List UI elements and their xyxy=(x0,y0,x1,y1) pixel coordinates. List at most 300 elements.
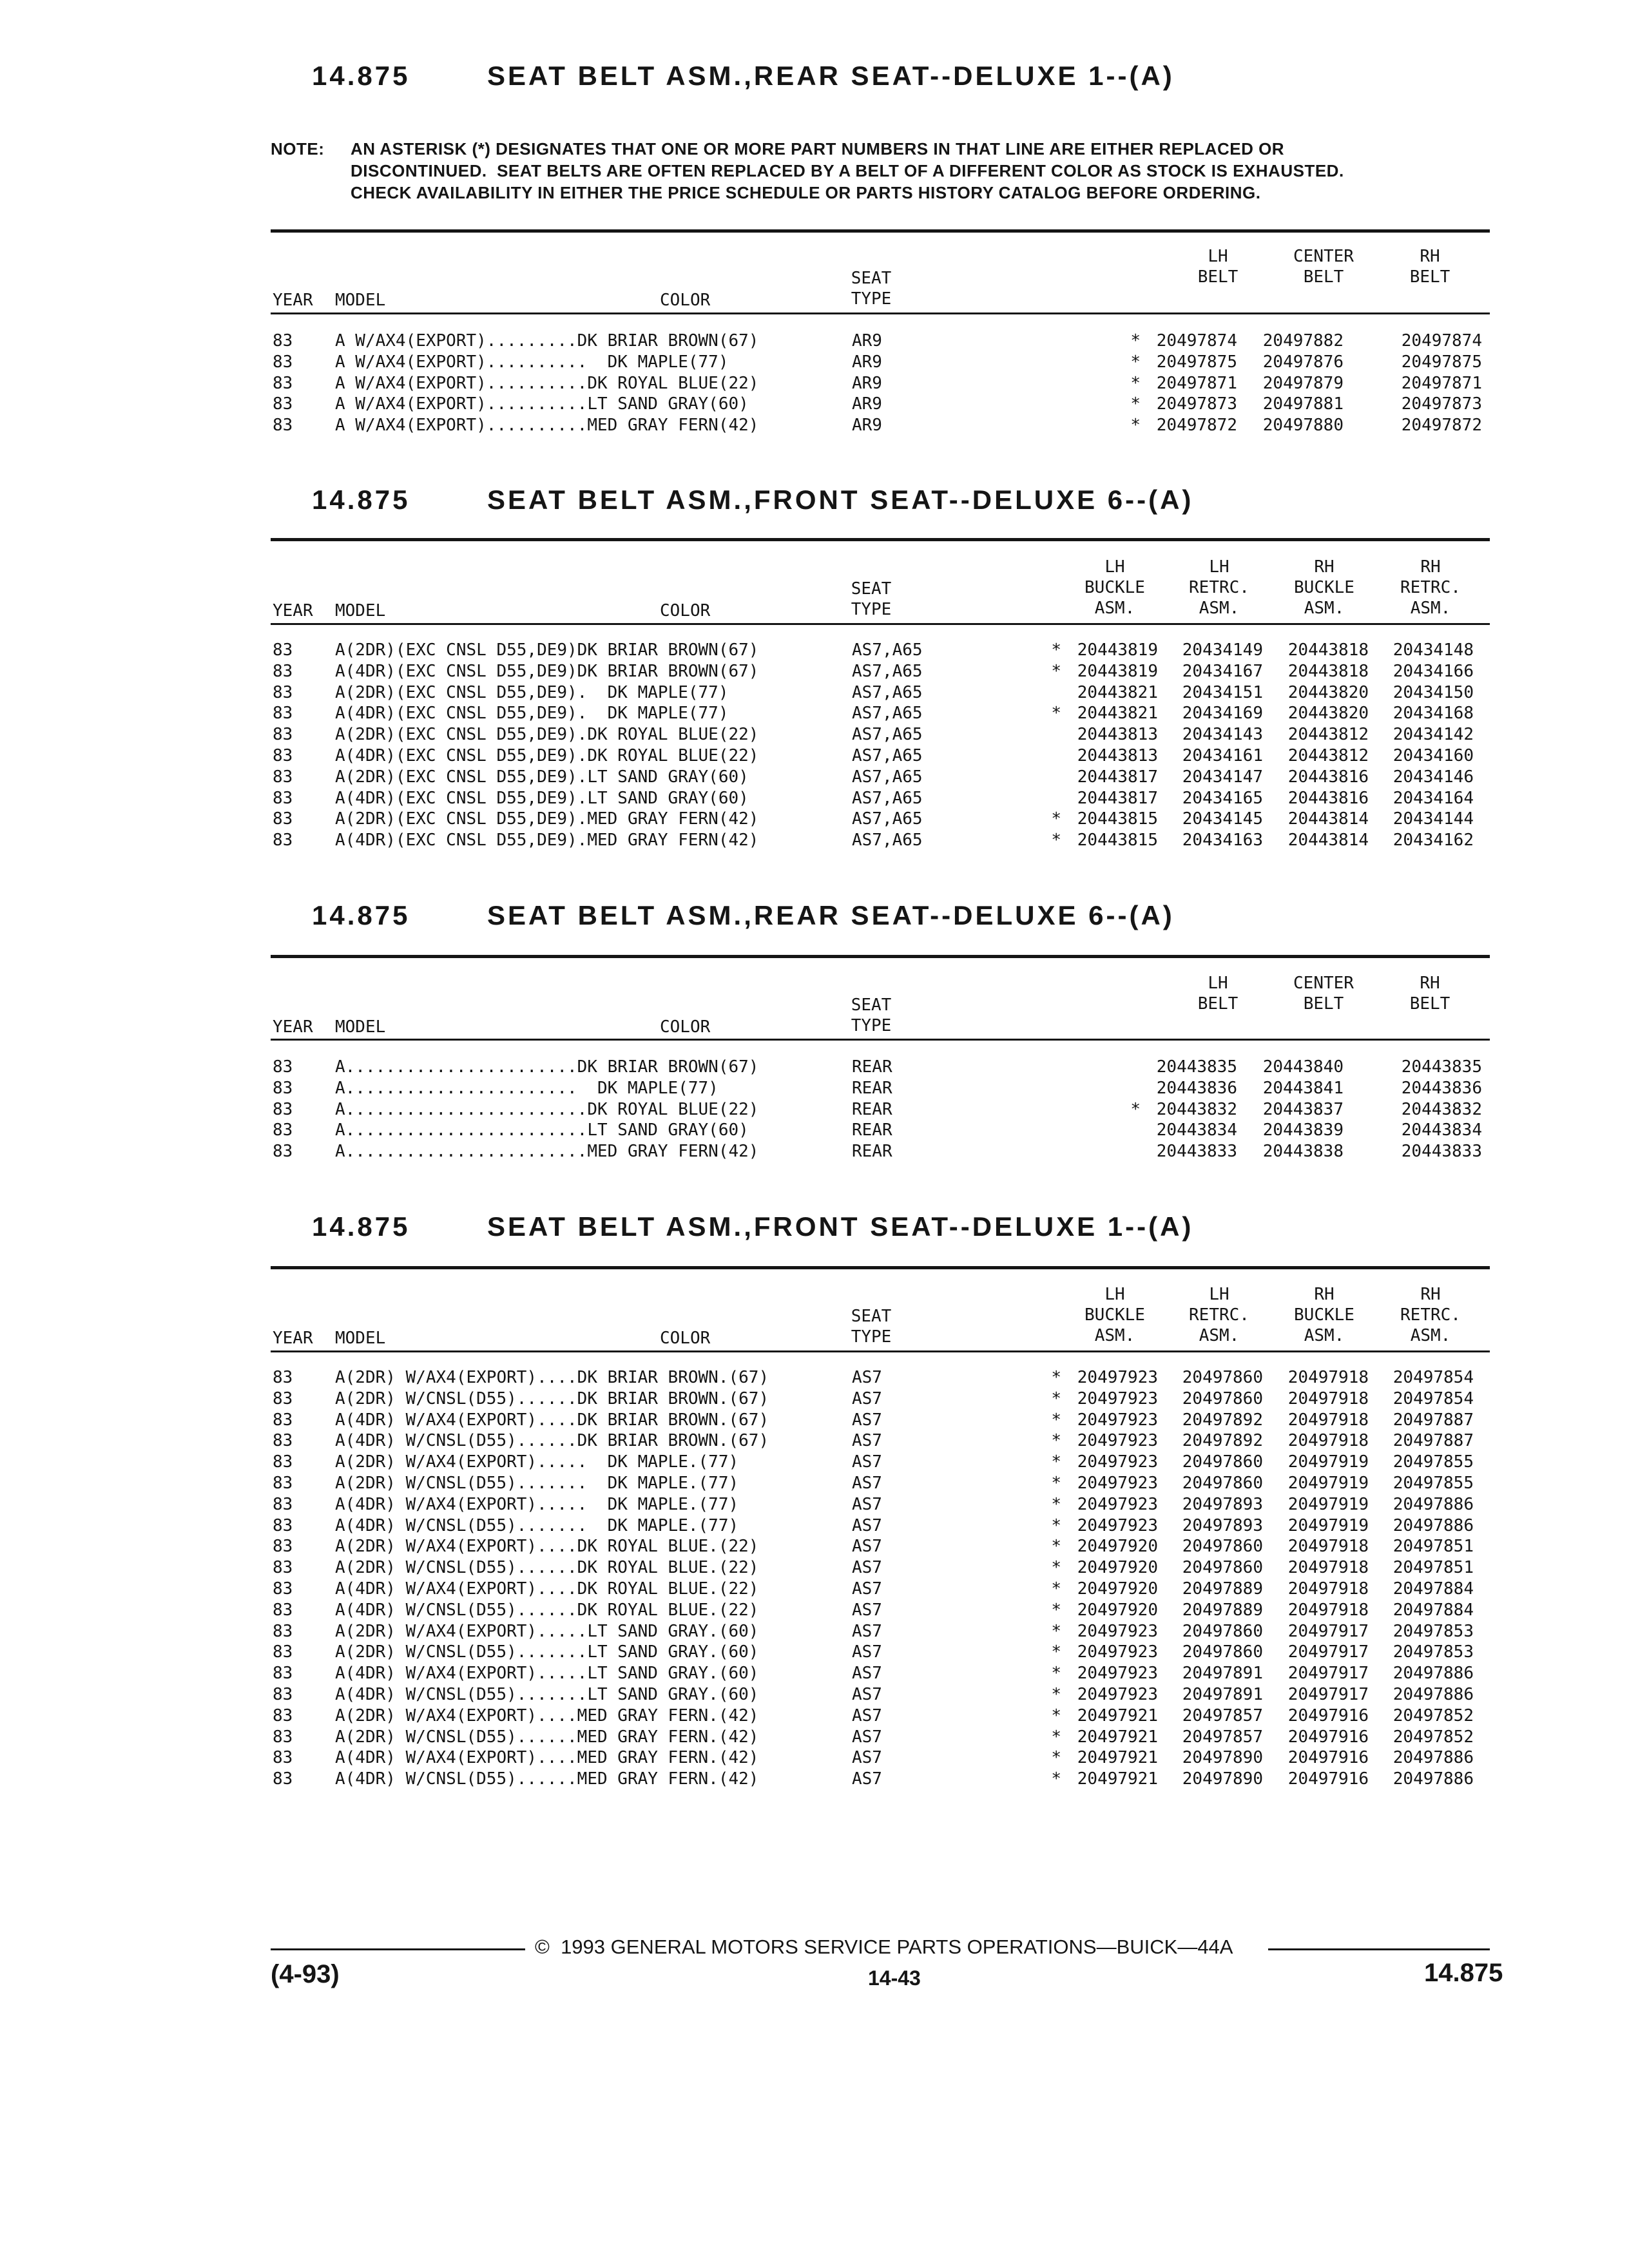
table-row xyxy=(0,1557,1629,1579)
part-number-cell: 20497923 xyxy=(1077,1389,1158,1408)
part-number-cell: 20434166 xyxy=(1393,661,1474,681)
part-number-cell: 20443832 xyxy=(1401,1099,1482,1119)
table-row xyxy=(0,1747,1629,1769)
table-row xyxy=(0,1769,1629,1790)
col-header-part: LH BELT xyxy=(1197,974,1239,1014)
model-color-cell: A(4DR) W/AX4(EXPORT)....DK BRIAR BROWN.(67) xyxy=(335,1410,769,1430)
part-number-cell: 20497916 xyxy=(1287,1706,1369,1725)
part-number-cell: 20434162 xyxy=(1393,831,1474,850)
year-cell: 83 xyxy=(273,682,293,702)
year-cell: 83 xyxy=(273,1537,293,1557)
year-cell: 83 xyxy=(273,1368,293,1387)
col-header-part: CENTER BELT xyxy=(1293,247,1354,287)
part-number-cell: 20434169 xyxy=(1182,704,1263,724)
part-number-cell: 20434148 xyxy=(1393,640,1474,660)
col-header-part: LH BUCKLE ASM. xyxy=(1084,557,1145,618)
seat-type-cell: REAR xyxy=(852,1142,892,1162)
section-title-front-deluxe-1: 14.875 SEAT BELT ASM.,FRONT SEAT--DELUXE 1--(A) xyxy=(312,1211,1194,1242)
col-header-color: COLOR xyxy=(660,601,711,620)
table-row xyxy=(0,1536,1629,1557)
part-number-cell: 20497920 xyxy=(1077,1558,1158,1578)
year-cell: 83 xyxy=(273,831,293,850)
year-cell: 83 xyxy=(273,704,293,724)
seat-type-cell: AS7,A65 xyxy=(852,661,923,681)
col-header-year: YEAR xyxy=(273,291,313,310)
model-color-cell: A(2DR) W/AX4(EXPORT)....DK ROYAL BLUE.(22) xyxy=(335,1537,759,1557)
seat-type-cell: AS7 xyxy=(852,1727,882,1747)
table-row xyxy=(0,1099,1629,1120)
asterisk-mark: * xyxy=(1051,1579,1061,1599)
table-row xyxy=(0,1078,1629,1099)
part-number-cell: 20497874 xyxy=(1156,331,1237,351)
col-header-part: CENTER BELT xyxy=(1293,974,1354,1014)
year-cell: 83 xyxy=(273,1769,293,1789)
part-number-cell: 20497918 xyxy=(1287,1600,1369,1620)
model-color-cell: A........................LT SAND GRAY(60) xyxy=(335,1120,749,1140)
seat-type-cell: AR9 xyxy=(852,352,882,372)
seat-type-cell: AR9 xyxy=(852,416,882,436)
part-number-cell: 20497855 xyxy=(1393,1474,1474,1493)
seat-type-cell: AS7 xyxy=(852,1515,882,1535)
seat-type-cell: AS7 xyxy=(852,1706,882,1725)
year-cell: 83 xyxy=(273,640,293,660)
year-cell: 83 xyxy=(273,1706,293,1725)
model-color-cell: A(4DR) W/CNSL(D55)......DK BRIAR BROWN.(67) xyxy=(335,1431,769,1451)
part-number-cell: 20443821 xyxy=(1077,682,1158,702)
part-number-cell: 20443840 xyxy=(1262,1057,1344,1077)
part-number-cell: 20497918 xyxy=(1287,1558,1369,1578)
part-number-cell: 20497852 xyxy=(1393,1727,1474,1747)
part-number-cell: 20443820 xyxy=(1287,704,1369,724)
year-cell: 83 xyxy=(273,809,293,829)
col-header-part: RH RETRC. ASM. xyxy=(1400,557,1461,618)
asterisk-mark: * xyxy=(1051,1769,1061,1789)
part-number-cell: 20497923 xyxy=(1077,1368,1158,1387)
year-cell: 83 xyxy=(273,352,293,372)
table-row xyxy=(0,682,1629,704)
seat-type-cell: AS7 xyxy=(852,1537,882,1557)
part-number-cell: 20443813 xyxy=(1077,746,1158,765)
part-number-cell: 20497873 xyxy=(1156,394,1237,414)
year-cell: 83 xyxy=(273,394,293,414)
asterisk-mark: * xyxy=(1051,1537,1061,1557)
part-number-cell: 20497887 xyxy=(1393,1410,1474,1430)
part-number-cell: 20497860 xyxy=(1182,1558,1263,1578)
year-cell: 83 xyxy=(273,331,293,351)
footer-rule-right xyxy=(1268,1948,1490,1950)
year-cell: 83 xyxy=(273,767,293,787)
seat-type-cell: AS7,A65 xyxy=(852,831,923,850)
table-row xyxy=(0,830,1629,851)
col-header-model: MODEL xyxy=(335,291,386,310)
part-number-cell: 20497873 xyxy=(1401,394,1482,414)
seat-type-cell: AS7 xyxy=(852,1600,882,1620)
model-color-cell: A....................... DK MAPLE(77) xyxy=(335,1078,718,1098)
part-number-cell: 20497886 xyxy=(1393,1494,1474,1514)
part-number-cell: 20497890 xyxy=(1182,1769,1263,1789)
part-number-cell: 20497918 xyxy=(1287,1431,1369,1451)
asterisk-mark: * xyxy=(1051,1474,1061,1493)
table-row xyxy=(0,1663,1629,1684)
part-number-cell: 20497923 xyxy=(1077,1431,1158,1451)
asterisk-mark: * xyxy=(1051,1664,1061,1684)
model-color-cell: A W/AX4(EXPORT).......... DK MAPLE(77) xyxy=(335,352,729,372)
model-color-cell: A(4DR) W/CNSL(D55).......LT SAND GRAY.(60) xyxy=(335,1685,759,1704)
part-number-cell: 20443839 xyxy=(1262,1120,1344,1140)
part-number-cell: 20497853 xyxy=(1393,1642,1474,1662)
table-row xyxy=(0,415,1629,436)
model-color-cell: A W/AX4(EXPORT)..........DK ROYAL BLUE(22) xyxy=(335,373,759,393)
part-number-cell: 20443834 xyxy=(1401,1120,1482,1140)
seat-type-cell: AS7,A65 xyxy=(852,809,923,829)
seat-type-cell: REAR xyxy=(852,1120,892,1140)
year-cell: 83 xyxy=(273,788,293,808)
seat-type-cell: AS7 xyxy=(852,1494,882,1514)
section-title-front-deluxe-6: 14.875 SEAT BELT ASM.,FRONT SEAT--DELUXE 6--(A) xyxy=(312,485,1194,515)
note-label: NOTE: xyxy=(271,139,325,159)
col-header-seat-type: SEAT TYPE xyxy=(851,1307,892,1347)
part-number-cell: 20497886 xyxy=(1393,1769,1474,1789)
asterisk-mark: * xyxy=(1051,1452,1061,1472)
footer-rule-left xyxy=(271,1948,525,1950)
year-cell: 83 xyxy=(273,1558,293,1578)
part-number-cell: 20497923 xyxy=(1077,1685,1158,1704)
year-cell: 83 xyxy=(273,1431,293,1451)
part-number-cell: 20497918 xyxy=(1287,1410,1369,1430)
part-number-cell: 20497860 xyxy=(1182,1642,1263,1662)
year-cell: 83 xyxy=(273,1685,293,1704)
model-color-cell: A........................DK ROYAL BLUE(22) xyxy=(335,1099,759,1119)
table-row xyxy=(0,1452,1629,1473)
part-number-cell: 20443816 xyxy=(1287,788,1369,808)
seat-type-cell: AS7,A65 xyxy=(852,640,923,660)
asterisk-mark: * xyxy=(1130,373,1141,393)
part-number-cell: 20497893 xyxy=(1182,1515,1263,1535)
col-header-part: RH BUCKLE ASM. xyxy=(1294,557,1354,618)
part-number-cell: 20497918 xyxy=(1287,1579,1369,1599)
part-number-cell: 20443837 xyxy=(1262,1099,1344,1119)
note-line: AN ASTERISK (*) DESIGNATES THAT ONE OR MORE PART NUMBERS IN THAT LINE ARE EITHER REPLACED OR xyxy=(351,139,1285,159)
model-color-cell: A(4DR) W/AX4(EXPORT)....MED GRAY FERN.(42) xyxy=(335,1748,759,1768)
model-color-cell: A(2DR) W/AX4(EXPORT)..... DK MAPLE.(77) xyxy=(335,1452,739,1472)
table-row xyxy=(0,1473,1629,1494)
seat-type-cell: AR9 xyxy=(852,373,882,393)
asterisk-mark: * xyxy=(1051,1748,1061,1768)
table-row xyxy=(0,788,1629,809)
table-row xyxy=(0,1367,1629,1389)
model-color-cell: A W/AX4(EXPORT).........DK BRIAR BROWN(67) xyxy=(335,331,759,351)
part-number-cell: 20497853 xyxy=(1393,1621,1474,1641)
part-number-cell: 20497916 xyxy=(1287,1748,1369,1768)
model-color-cell: A(2DR) W/CNSL(D55)....... DK MAPLE.(77) xyxy=(335,1474,739,1493)
table-row xyxy=(0,661,1629,682)
part-number-cell: 20497884 xyxy=(1393,1579,1474,1599)
year-cell: 83 xyxy=(273,1078,293,1098)
year-cell: 83 xyxy=(273,1142,293,1162)
col-header-color: COLOR xyxy=(660,1329,711,1348)
asterisk-mark: * xyxy=(1051,1600,1061,1620)
part-number-cell: 20497920 xyxy=(1077,1600,1158,1620)
part-number-cell: 20497921 xyxy=(1077,1769,1158,1789)
model-color-cell: A W/AX4(EXPORT)..........LT SAND GRAY(60) xyxy=(335,394,749,414)
part-number-cell: 20497860 xyxy=(1182,1537,1263,1557)
model-color-cell: A(4DR) W/AX4(EXPORT)..... DK MAPLE.(77) xyxy=(335,1494,739,1514)
asterisk-mark: * xyxy=(1051,1494,1061,1514)
seat-type-cell: AR9 xyxy=(852,394,882,414)
asterisk-mark: * xyxy=(1051,831,1061,850)
part-number-cell: 20497890 xyxy=(1182,1748,1263,1768)
part-number-cell: 20443817 xyxy=(1077,767,1158,787)
seat-type-cell: AS7 xyxy=(852,1664,882,1684)
part-number-cell: 20497893 xyxy=(1182,1494,1263,1514)
asterisk-mark: * xyxy=(1051,1431,1061,1451)
part-number-cell: 20434144 xyxy=(1393,809,1474,829)
seat-type-cell: AS7 xyxy=(852,1410,882,1430)
section-title-rear-deluxe-6: 14.875 SEAT BELT ASM.,REAR SEAT--DELUXE 6--(A) xyxy=(312,900,1175,930)
table-row xyxy=(0,745,1629,767)
model-color-cell: A.......................DK BRIAR BROWN(67) xyxy=(335,1057,759,1077)
footer-copyright: © 1993 GENERAL MOTORS SERVICE PARTS OPERATIONS—BUICK—44A xyxy=(535,1936,1233,1958)
header-bottom-rule xyxy=(271,1039,1490,1041)
part-number-cell: 20443821 xyxy=(1077,704,1158,724)
table-row xyxy=(0,767,1629,788)
part-number-cell: 20497872 xyxy=(1156,416,1237,436)
part-number-cell: 20497892 xyxy=(1182,1410,1263,1430)
model-color-cell: A(2DR)(EXC CNSL D55,DE9). DK MAPLE(77) xyxy=(335,682,729,702)
year-cell: 83 xyxy=(273,746,293,765)
part-number-cell: 20443836 xyxy=(1401,1078,1482,1098)
part-number-cell: 20497884 xyxy=(1393,1600,1474,1620)
part-number-cell: 20443814 xyxy=(1287,809,1369,829)
col-header-color: COLOR xyxy=(660,1017,711,1037)
part-number-cell: 20497860 xyxy=(1182,1621,1263,1641)
part-number-cell: 20497854 xyxy=(1393,1368,1474,1387)
asterisk-mark: * xyxy=(1051,1727,1061,1747)
col-header-seat-type: SEAT TYPE xyxy=(851,995,892,1035)
year-cell: 83 xyxy=(273,1410,293,1430)
table-row xyxy=(0,394,1629,415)
table-row xyxy=(0,1706,1629,1727)
part-number-cell: 20497920 xyxy=(1077,1579,1158,1599)
col-header-year: YEAR xyxy=(273,601,313,620)
part-number-cell: 20434164 xyxy=(1393,788,1474,808)
part-number-cell: 20497923 xyxy=(1077,1621,1158,1641)
table-row xyxy=(0,1494,1629,1515)
part-number-cell: 20497860 xyxy=(1182,1452,1263,1472)
year-cell: 83 xyxy=(273,1389,293,1408)
part-number-cell: 20497857 xyxy=(1182,1727,1263,1747)
part-number-cell: 20443818 xyxy=(1287,661,1369,681)
year-cell: 83 xyxy=(273,1474,293,1493)
col-header-part: LH RETRC. ASM. xyxy=(1189,557,1249,618)
model-color-cell: A(4DR) W/CNSL(D55)......MED GRAY FERN.(42) xyxy=(335,1769,759,1789)
seat-type-cell: AS7 xyxy=(852,1389,882,1408)
seat-type-cell: REAR xyxy=(852,1057,892,1077)
part-number-cell: 20443833 xyxy=(1401,1142,1482,1162)
section-top-rule xyxy=(271,538,1490,541)
year-cell: 83 xyxy=(273,1748,293,1768)
part-number-cell: 20497854 xyxy=(1393,1389,1474,1408)
part-number-cell: 20497916 xyxy=(1287,1727,1369,1747)
asterisk-mark: * xyxy=(1130,1099,1141,1119)
part-number-cell: 20497881 xyxy=(1262,394,1344,414)
col-header-year: YEAR xyxy=(273,1329,313,1348)
table-row xyxy=(0,1120,1629,1141)
col-header-part: RH BELT xyxy=(1409,974,1451,1014)
table-row xyxy=(0,1141,1629,1162)
seat-type-cell: REAR xyxy=(852,1099,892,1119)
part-number-cell: 20443814 xyxy=(1287,831,1369,850)
col-header-year: YEAR xyxy=(273,1017,313,1037)
asterisk-mark: * xyxy=(1130,352,1141,372)
footer-reference: 14.875 xyxy=(1424,1959,1503,1987)
col-header-seat-type: SEAT TYPE xyxy=(851,579,892,619)
part-number-cell: 20497860 xyxy=(1182,1389,1263,1408)
year-cell: 83 xyxy=(273,1099,293,1119)
year-cell: 83 xyxy=(273,416,293,436)
seat-type-cell: AR9 xyxy=(852,331,882,351)
table-row xyxy=(0,1410,1629,1431)
col-header-model: MODEL xyxy=(335,1329,386,1348)
part-number-cell: 20443815 xyxy=(1077,809,1158,829)
seat-type-cell: AS7 xyxy=(852,1748,882,1768)
part-number-cell: 20434145 xyxy=(1182,809,1263,829)
part-number-cell: 20497875 xyxy=(1401,352,1482,372)
col-header-model: MODEL xyxy=(335,601,386,620)
col-header-part: LH BELT xyxy=(1197,247,1239,287)
table-row xyxy=(0,1727,1629,1748)
year-cell: 83 xyxy=(273,1120,293,1140)
part-number-cell: 20497880 xyxy=(1262,416,1344,436)
asterisk-mark: * xyxy=(1051,1685,1061,1704)
part-number-cell: 20443812 xyxy=(1287,746,1369,765)
part-number-cell: 20497921 xyxy=(1077,1727,1158,1747)
part-number-cell: 20497919 xyxy=(1287,1474,1369,1493)
model-color-cell: A(4DR) W/CNSL(D55)....... DK MAPLE.(77) xyxy=(335,1515,739,1535)
part-number-cell: 20497879 xyxy=(1262,373,1344,393)
part-number-cell: 20497917 xyxy=(1287,1664,1369,1684)
part-number-cell: 20497857 xyxy=(1182,1706,1263,1725)
note-line: CHECK AVAILABILITY IN EITHER THE PRICE SCHEDULE OR PARTS HISTORY CATALOG BEFORE ORDERING. xyxy=(351,183,1261,202)
model-color-cell: A(4DR)(EXC CNSL D55,DE9).DK ROYAL BLUE(22) xyxy=(335,746,759,765)
part-number-cell: 20497882 xyxy=(1262,331,1344,351)
model-color-cell: A(2DR) W/CNSL(D55)......DK ROYAL BLUE.(22) xyxy=(335,1558,759,1578)
year-cell: 83 xyxy=(273,661,293,681)
year-cell: 83 xyxy=(273,1579,293,1599)
part-number-cell: 20497887 xyxy=(1393,1431,1474,1451)
part-number-cell: 20497917 xyxy=(1287,1685,1369,1704)
part-number-cell: 20497886 xyxy=(1393,1515,1474,1535)
seat-type-cell: REAR xyxy=(852,1078,892,1098)
part-number-cell: 20497916 xyxy=(1287,1769,1369,1789)
part-number-cell: 20443832 xyxy=(1156,1099,1237,1119)
part-number-cell: 20434167 xyxy=(1182,661,1263,681)
table-row xyxy=(0,331,1629,352)
model-color-cell: A(2DR) W/CNSL(D55)......MED GRAY FERN.(42) xyxy=(335,1727,759,1747)
part-number-cell: 20497889 xyxy=(1182,1579,1263,1599)
part-number-cell: 20497855 xyxy=(1393,1452,1474,1472)
part-number-cell: 20443819 xyxy=(1077,640,1158,660)
asterisk-mark: * xyxy=(1051,809,1061,829)
part-number-cell: 20434160 xyxy=(1393,746,1474,765)
year-cell: 83 xyxy=(273,725,293,745)
part-number-cell: 20497886 xyxy=(1393,1748,1474,1768)
part-number-cell: 20497851 xyxy=(1393,1558,1474,1578)
part-number-cell: 20443841 xyxy=(1262,1078,1344,1098)
part-number-cell: 20497872 xyxy=(1401,416,1482,436)
header-bottom-rule xyxy=(271,1350,1490,1352)
table-row xyxy=(0,809,1629,830)
year-cell: 83 xyxy=(273,1642,293,1662)
year-cell: 83 xyxy=(273,1057,293,1077)
asterisk-mark: * xyxy=(1130,331,1141,351)
note-line: DISCONTINUED. SEAT BELTS ARE OFTEN REPLACED BY A BELT OF A DIFFERENT COLOR AS STOCK IS EXHAUSTED. xyxy=(351,161,1344,180)
seat-type-cell: AS7,A65 xyxy=(852,682,923,702)
part-number-cell: 20497875 xyxy=(1156,352,1237,372)
seat-type-cell: AS7 xyxy=(852,1474,882,1493)
part-number-cell: 20434143 xyxy=(1182,725,1263,745)
col-header-part: RH BELT xyxy=(1409,247,1451,287)
part-number-cell: 20497918 xyxy=(1287,1537,1369,1557)
header-bottom-rule xyxy=(271,312,1490,314)
part-number-cell: 20497919 xyxy=(1287,1515,1369,1535)
asterisk-mark: * xyxy=(1051,704,1061,724)
col-header-part: LH RETRC. ASM. xyxy=(1189,1285,1249,1345)
model-color-cell: A(4DR)(EXC CNSL D55,DE9)DK BRIAR BROWN(67) xyxy=(335,661,759,681)
seat-type-cell: AS7 xyxy=(852,1769,882,1789)
part-number-cell: 20497891 xyxy=(1182,1664,1263,1684)
part-number-cell: 20497917 xyxy=(1287,1621,1369,1641)
part-number-cell: 20443835 xyxy=(1156,1057,1237,1077)
part-number-cell: 20497886 xyxy=(1393,1685,1474,1704)
footer-page-number: 14-43 xyxy=(868,1966,921,1990)
seat-type-cell: AS7 xyxy=(852,1579,882,1599)
year-cell: 83 xyxy=(273,373,293,393)
part-number-cell: 20443838 xyxy=(1262,1142,1344,1162)
table-row xyxy=(0,1515,1629,1537)
model-color-cell: A........................MED GRAY FERN(42) xyxy=(335,1142,759,1162)
part-number-cell: 20443819 xyxy=(1077,661,1158,681)
table-row xyxy=(0,1430,1629,1452)
model-color-cell: A(2DR) W/AX4(EXPORT)....DK BRIAR BROWN.(67) xyxy=(335,1368,769,1387)
part-number-cell: 20443812 xyxy=(1287,725,1369,745)
model-color-cell: A(2DR) W/CNSL(D55)......DK BRIAR BROWN.(67) xyxy=(335,1389,769,1408)
asterisk-mark: * xyxy=(1130,416,1141,436)
part-number-cell: 20497923 xyxy=(1077,1494,1158,1514)
col-header-color: COLOR xyxy=(660,291,711,310)
seat-type-cell: AS7 xyxy=(852,1685,882,1704)
section-top-rule xyxy=(271,955,1490,958)
part-number-cell: 20434161 xyxy=(1182,746,1263,765)
part-number-cell: 20497921 xyxy=(1077,1706,1158,1725)
asterisk-mark: * xyxy=(1051,1410,1061,1430)
part-number-cell: 20434146 xyxy=(1393,767,1474,787)
part-number-cell: 20497871 xyxy=(1156,373,1237,393)
col-header-part: RH RETRC. ASM. xyxy=(1400,1285,1461,1345)
model-color-cell: A(2DR)(EXC CNSL D55,DE9)DK BRIAR BROWN(67) xyxy=(335,640,759,660)
year-cell: 83 xyxy=(273,1621,293,1641)
model-color-cell: A W/AX4(EXPORT)..........MED GRAY FERN(42) xyxy=(335,416,759,436)
part-number-cell: 20443817 xyxy=(1077,788,1158,808)
part-number-cell: 20443833 xyxy=(1156,1142,1237,1162)
part-number-cell: 20434147 xyxy=(1182,767,1263,787)
part-number-cell: 20497860 xyxy=(1182,1474,1263,1493)
part-number-cell: 20497891 xyxy=(1182,1685,1263,1704)
model-color-cell: A(4DR)(EXC CNSL D55,DE9).MED GRAY FERN(42) xyxy=(335,831,759,850)
part-number-cell: 20443813 xyxy=(1077,725,1158,745)
seat-type-cell: AS7 xyxy=(852,1642,882,1662)
part-number-cell: 20434168 xyxy=(1393,704,1474,724)
